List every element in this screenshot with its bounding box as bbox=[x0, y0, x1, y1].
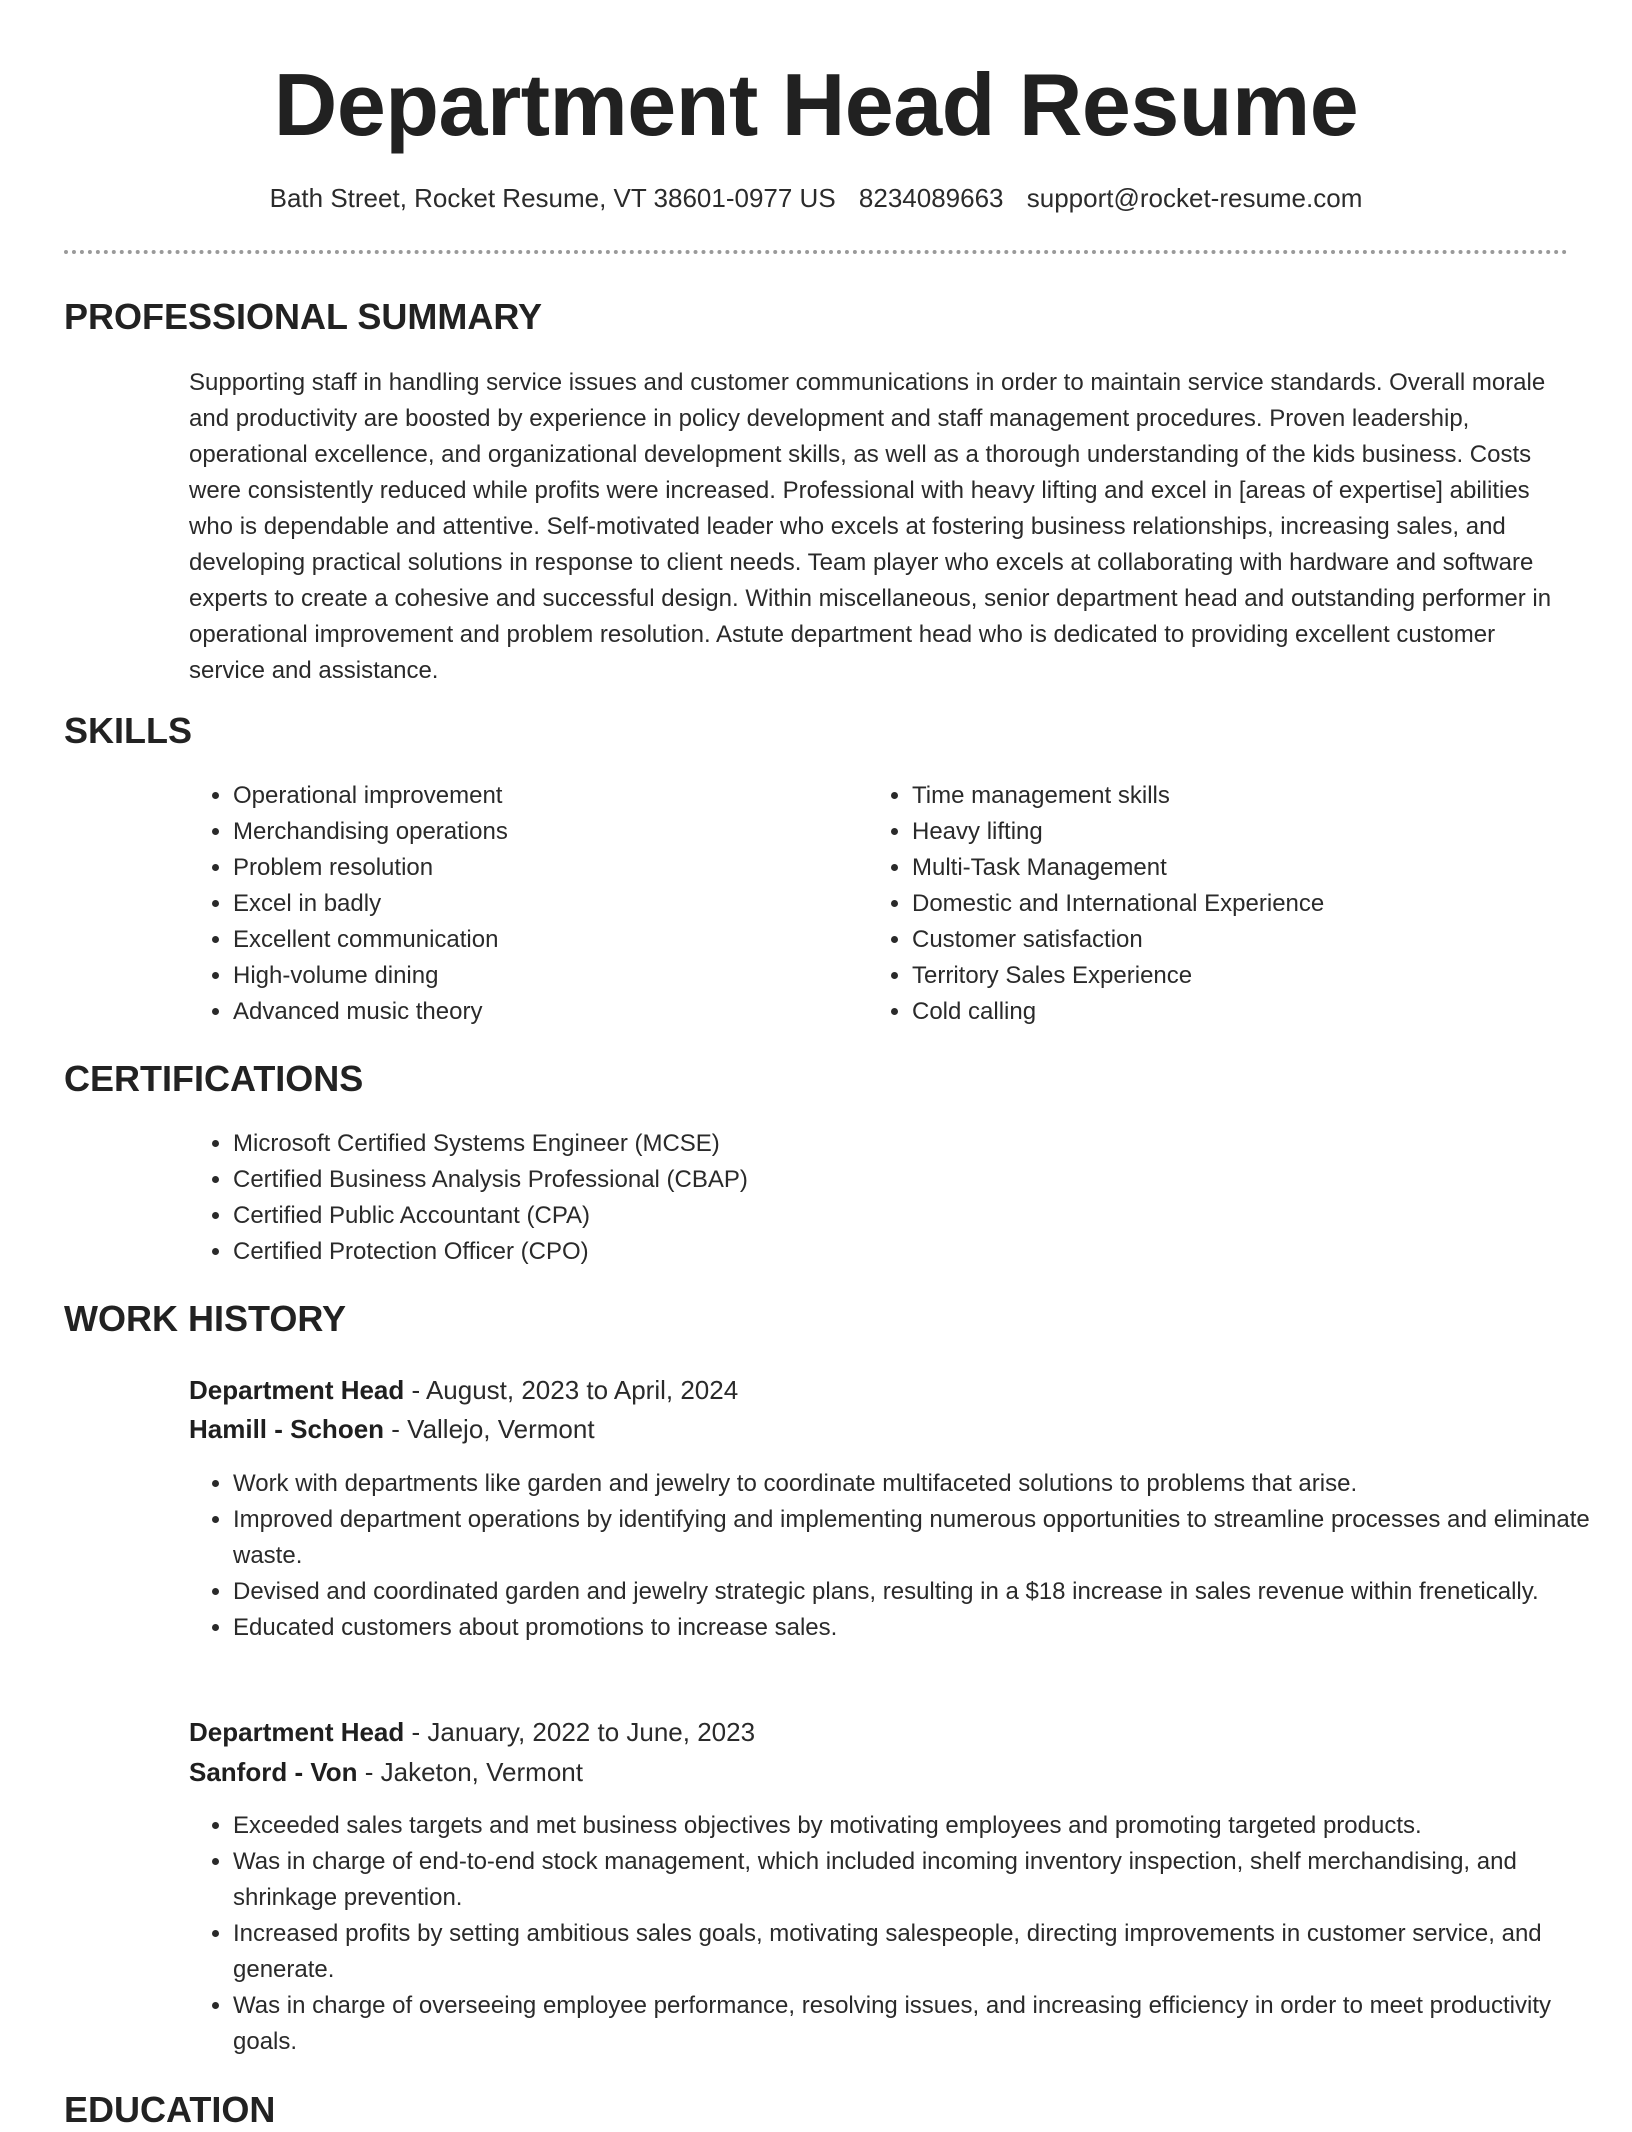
job-title-line bbox=[189, 1712, 755, 1752]
job-bullet: • Was in charge of overseeing employee performance, resolving issues, and increasing efficiency in order to meet productivity goals. bbox=[233, 1988, 1613, 2060]
certification-item: • Microsoft Certified Systems Engineer (MCSE) bbox=[233, 1126, 1613, 1162]
skill-item: • Time management skills bbox=[912, 778, 1612, 814]
certification-item: • Certified Protection Officer (CPO) bbox=[233, 1234, 1613, 1270]
job-location: - Vallejo, Vermont bbox=[384, 1414, 595, 1444]
skill-item: • Multi-Task Management bbox=[912, 850, 1612, 886]
job-bullets bbox=[189, 1808, 1613, 2060]
section-title-education: EDUCATION bbox=[64, 2089, 276, 2130]
skill-item: • Excellent communication bbox=[233, 922, 853, 958]
skills-list-right bbox=[868, 778, 1612, 1030]
contact-phone: 8234089663 bbox=[858, 183, 1004, 213]
resume-title: Department Head Resume bbox=[273, 55, 1359, 154]
job-dates: - January, 2022 to June, 2023 bbox=[404, 1717, 756, 1747]
job-bullet: • Work with departments like garden and jewelry to coordinate multifaceted solutions to problems that arise. bbox=[233, 1466, 1613, 1502]
section-title-summary: PROFESSIONAL SUMMARY bbox=[64, 296, 543, 337]
job-bullet: • Exceeded sales targets and met business objectives by motivating employees and promoting targeted products. bbox=[233, 1808, 1613, 1844]
section-title-skills: SKILLS bbox=[64, 710, 193, 751]
skill-item: • Cold calling bbox=[912, 994, 1612, 1030]
section-title-certifications: CERTIFICATIONS bbox=[64, 1058, 364, 1099]
skill-item: • Operational improvement bbox=[233, 778, 853, 814]
contact-email: support@rocket-resume.com bbox=[1026, 183, 1363, 213]
skill-item: • Heavy lifting bbox=[912, 814, 1612, 850]
contact-line bbox=[0, 180, 1632, 216]
skill-item: • Problem resolution bbox=[233, 850, 853, 886]
job-title: Department Head bbox=[189, 1375, 405, 1405]
skill-item: • High-volume dining bbox=[233, 958, 853, 994]
job-dates: - August, 2023 to April, 2024 bbox=[404, 1375, 739, 1405]
job-company-line bbox=[189, 1409, 595, 1449]
certifications-list bbox=[189, 1126, 1613, 1270]
skill-item: • Customer satisfaction bbox=[912, 922, 1612, 958]
skill-item: • Domestic and International Experience bbox=[912, 886, 1612, 922]
job-bullet: • Increased profits by setting ambitious sales goals, motivating salespeople, directing improvements in customer service, and generate. bbox=[233, 1916, 1613, 1988]
job-company-line bbox=[189, 1752, 583, 1792]
skill-item: • Excel in badly bbox=[233, 886, 853, 922]
job-location: - Jaketon, Vermont bbox=[357, 1757, 583, 1787]
job-company: Sanford - Von bbox=[189, 1757, 358, 1787]
contact-address: Bath Street, Rocket Resume, VT 38601-0977 US bbox=[269, 183, 836, 213]
certification-item: • Certified Business Analysis Professional (CBAP) bbox=[233, 1162, 1613, 1198]
header-divider bbox=[64, 250, 1568, 254]
certification-item: • Certified Public Accountant (CPA) bbox=[233, 1198, 1613, 1234]
job-title: Department Head bbox=[189, 1717, 405, 1747]
job-bullet: • Improved department operations by identifying and implementing numerous opportunities to streamline processes and eliminate waste. bbox=[233, 1502, 1613, 1574]
job-bullet: • Was in charge of end-to-end stock management, which included incoming inventory inspection, shelf merchandising, and shrinkage prevention. bbox=[233, 1844, 1613, 1916]
section-title-work-history: WORK HISTORY bbox=[64, 1298, 347, 1339]
skill-item: • Advanced music theory bbox=[233, 994, 853, 1030]
skill-item: • Merchandising operations bbox=[233, 814, 853, 850]
job-bullet: • Educated customers about promotions to increase sales. bbox=[233, 1610, 1613, 1646]
job-title-line bbox=[189, 1370, 738, 1410]
skill-item: • Territory Sales Experience bbox=[912, 958, 1612, 994]
job-bullets bbox=[189, 1466, 1613, 1646]
job-bullet: • Devised and coordinated garden and jewelry strategic plans, resulting in a $18 increase in sales revenue within frenetically. bbox=[233, 1574, 1613, 1610]
skills-list-left bbox=[189, 778, 853, 1030]
summary-text: Supporting staff in handling service issues and customer communications in order to maintain service standards. Overall morale and productivity are boosted by experience in policy development and staff management procedures. Proven leadership, operational excellence, and organizational development skills, as well as a thorough understanding of the kids business. Costs were consistently reduced while profits were increased. Professional with heavy lifting and excel in [areas of expertise] abilities who is dependable and attentive. Self-motivated leader who excels at fostering business relationships, increasing sales, and developing practical solutions in response to client needs. Team player who excels at collaborating with hardware and software experts to create a cohesive and successful design. Within miscellaneous, senior department head and outstanding performer in operational improvement and problem resolution. Astute department head who is dedicated to providing excellent customer service and assistance. bbox=[189, 369, 1552, 684]
job-company: Hamill - Schoen bbox=[189, 1414, 385, 1444]
